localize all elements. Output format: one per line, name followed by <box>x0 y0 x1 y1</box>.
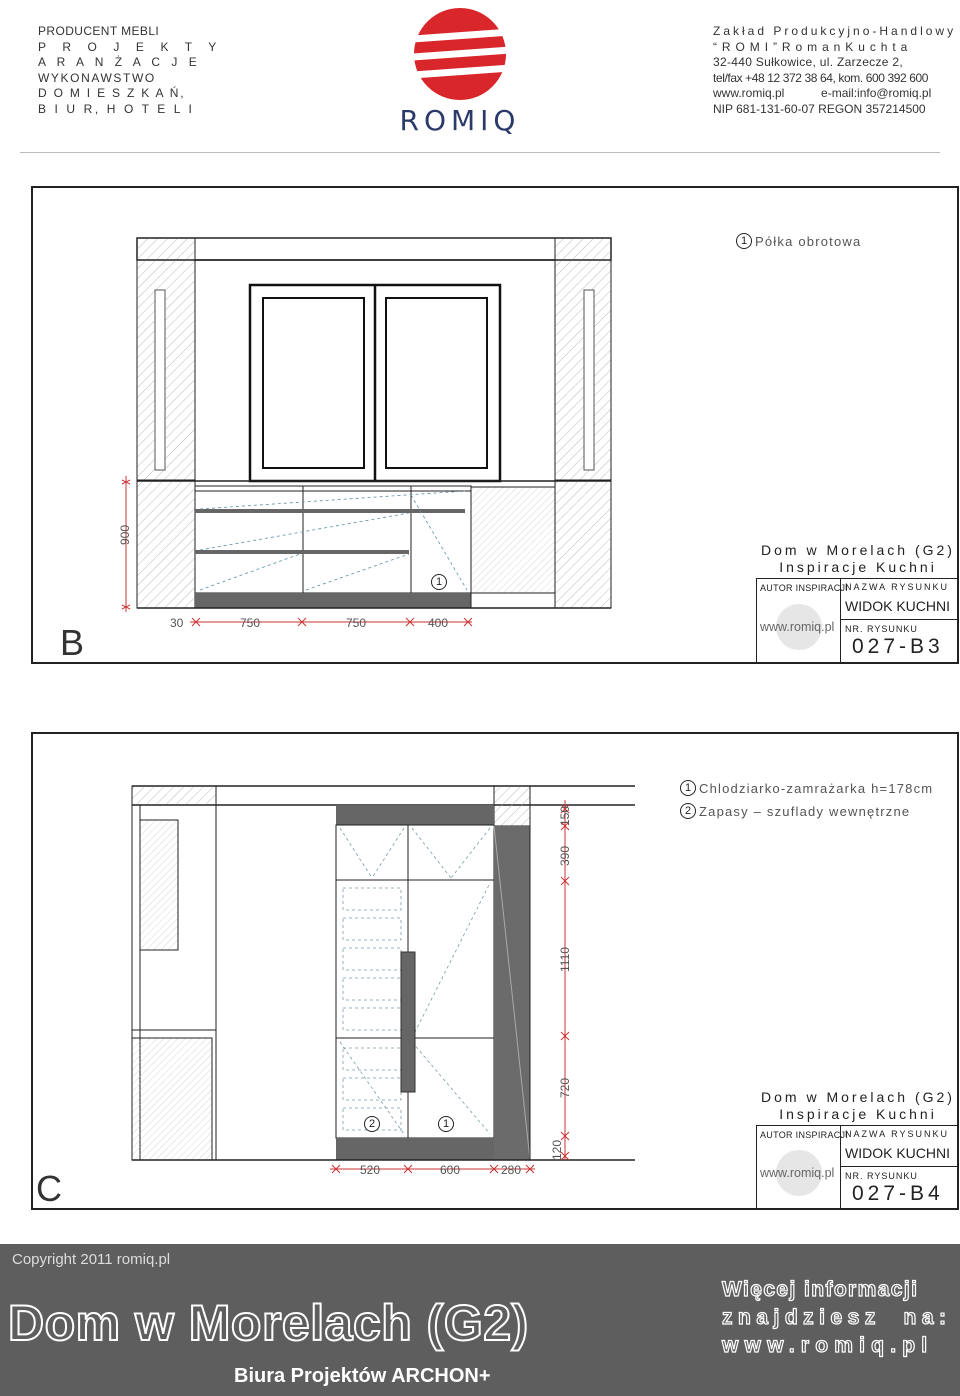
legend-text: Zapasy – szuflady wewnętrzne <box>699 803 911 819</box>
footer-copyright: Copyright 2011 romiq.pl <box>12 1251 171 1268</box>
header-left-line: A R A N Ż A C J E <box>38 55 201 70</box>
dim-vertical-c: 390 <box>558 845 572 866</box>
header-right-line: Zakład Produkcyjno-Handlowy <box>713 24 957 38</box>
dim-label-c: 280 <box>501 1163 522 1177</box>
footer-subtitle: Biura Projektów ARCHON+ <box>234 1365 491 1387</box>
tb-divider-c <box>840 1166 958 1167</box>
tb-title1-c: Dom w Morelach (G2) <box>761 1089 955 1105</box>
tb-drawing-code-c: 027-B4 <box>852 1182 944 1205</box>
header-left-line: WYKONAWSTWO <box>38 70 156 85</box>
legend-item-c <box>680 803 910 819</box>
marker-2-c: 2 <box>364 1116 380 1132</box>
marker-1-c: 1 <box>438 1116 454 1132</box>
kitchen-elevation-c <box>132 786 635 1160</box>
tb-drawing-code-b: 027-B3 <box>852 635 944 658</box>
header-left-line: P R O J E K T Y <box>38 39 223 54</box>
tb-drawing-name-b: WIDOK KUCHNI <box>845 598 950 614</box>
sheet-letter-b: B <box>60 622 85 663</box>
tb-name-label-c: NAZWA RYSUNKU <box>845 1129 950 1139</box>
dim-label-b: 750 <box>240 616 261 630</box>
header-left-line: D O M I E S Z K A Ń, <box>38 86 186 101</box>
dim-vertical-c: 1110 <box>558 947 572 972</box>
dim-vertical-b: 900 <box>118 524 132 545</box>
legend-number: 1 <box>736 233 752 249</box>
dim-label-b: 30 <box>170 616 184 630</box>
tb-name-label-b: NAZWA RYSUNKU <box>845 582 950 592</box>
tb-num-label-c: NR. RYSUNKU <box>845 1171 918 1181</box>
logo-wordmark: ROMIQ <box>399 104 521 137</box>
footer-more-line: Więcej informacji <box>722 1278 919 1301</box>
dim-vertical-c: 120 <box>550 1139 564 1160</box>
tb-website-b: www.romiq.pl <box>760 620 835 634</box>
header-left-line: B I U R, H O T E L I <box>38 101 195 116</box>
header-right-line: 32-440 Sułkowice, ul. Zarzecze 2, <box>713 55 903 70</box>
tb-num-label-b: NR. RYSUNKU <box>845 624 918 634</box>
dim-label-b: 750 <box>346 616 367 630</box>
legend-text: Chlodziarko-zamrażarka h=178cm <box>699 780 934 796</box>
header-left-line: PRODUCENT MEBLI <box>38 24 160 38</box>
legend-number: 2 <box>680 803 696 819</box>
tb-drawing-name-c: WIDOK KUCHNI <box>845 1145 950 1161</box>
marker-1-b: 1 <box>431 574 447 590</box>
dim-vertical-c: 720 <box>558 1077 572 1098</box>
tb-title2-c: Inspiracje Kuchni <box>779 1106 937 1122</box>
footer-title: Dom w Morelach (G2) <box>8 1295 529 1351</box>
dim-vertical-c: 150 <box>558 805 572 826</box>
dim-label-c: 520 <box>360 1163 381 1177</box>
footer-website-link[interactable]: www.romiq.pl <box>722 1334 934 1357</box>
sheet-letter-c: C <box>36 1168 62 1209</box>
footer-more-line: znajdziesz na: <box>722 1306 952 1329</box>
tb-author-label-b: AUTOR INSPIRACJI <box>760 583 849 593</box>
dim-label-b: 400 <box>428 616 449 630</box>
header-right-line: NIP 681-131-60-07 REGON 357214500 <box>713 101 926 116</box>
header-right-line: tel/fax +48 12 372 38 64, kom. 600 392 600 <box>713 70 929 85</box>
tb-website-c: www.romiq.pl <box>760 1166 835 1180</box>
legend-text: Półka obrotowa <box>755 233 862 249</box>
header-right-line: “ R O M I ” R o m a n K u c h t a <box>713 39 909 54</box>
tb-author-label-c: AUTOR INSPIRACJI <box>760 1130 849 1140</box>
header-right-line: www.romiq.pl e-mail:info@romiq.pl <box>713 86 932 101</box>
legend-number: 1 <box>680 780 696 796</box>
tb-title2-b: Inspiracje Kuchni <box>779 559 937 575</box>
tb-title1-b: Dom w Morelach (G2) <box>761 542 955 558</box>
footer-more-info <box>722 1276 952 1360</box>
dim-label-c: 600 <box>440 1163 461 1177</box>
legend-item-c <box>680 780 933 796</box>
